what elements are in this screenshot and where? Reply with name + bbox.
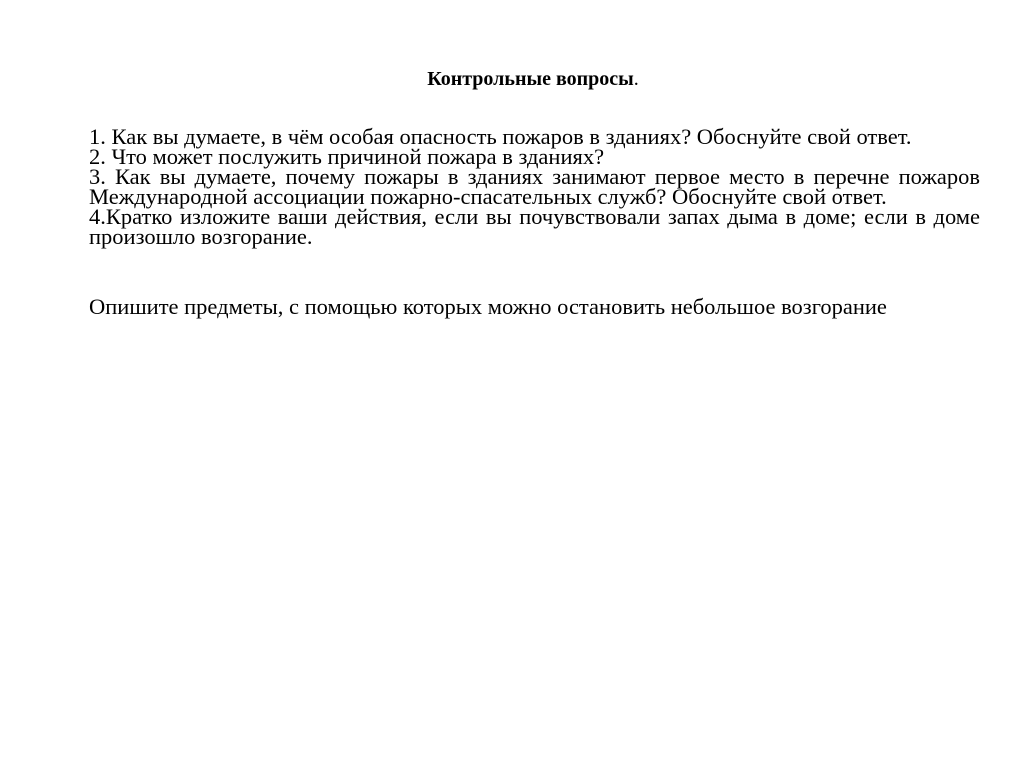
final-task: Опишите предметы, с помощью которых можно остановить небольшое возгорание (89, 294, 887, 319)
question-1: 1. Как вы думаете, в чём особая опасность пожаров в зданиях? Обоснуйте свой ответ. (89, 124, 912, 149)
question-2: 2. Что может послужить причиной пожара в зданиях? (89, 144, 605, 169)
question-list (89, 124, 980, 249)
slide-title-period: . (633, 68, 639, 90)
question-4: 4.Кратко изложите ваши действия, если вы почувствовали запах дыма в доме; если в доме произошло возгорание. (89, 204, 980, 249)
slide-title (0, 66, 1024, 92)
slide-title-text: Контрольные вопросы (427, 68, 634, 90)
question-3: 3. Как вы думаете, почему пожары в зданиях занимают первое место в перечне пожаров Международной ассоциации пожарно-спасательных служб? Обоснуйте свой ответ. (89, 164, 980, 209)
